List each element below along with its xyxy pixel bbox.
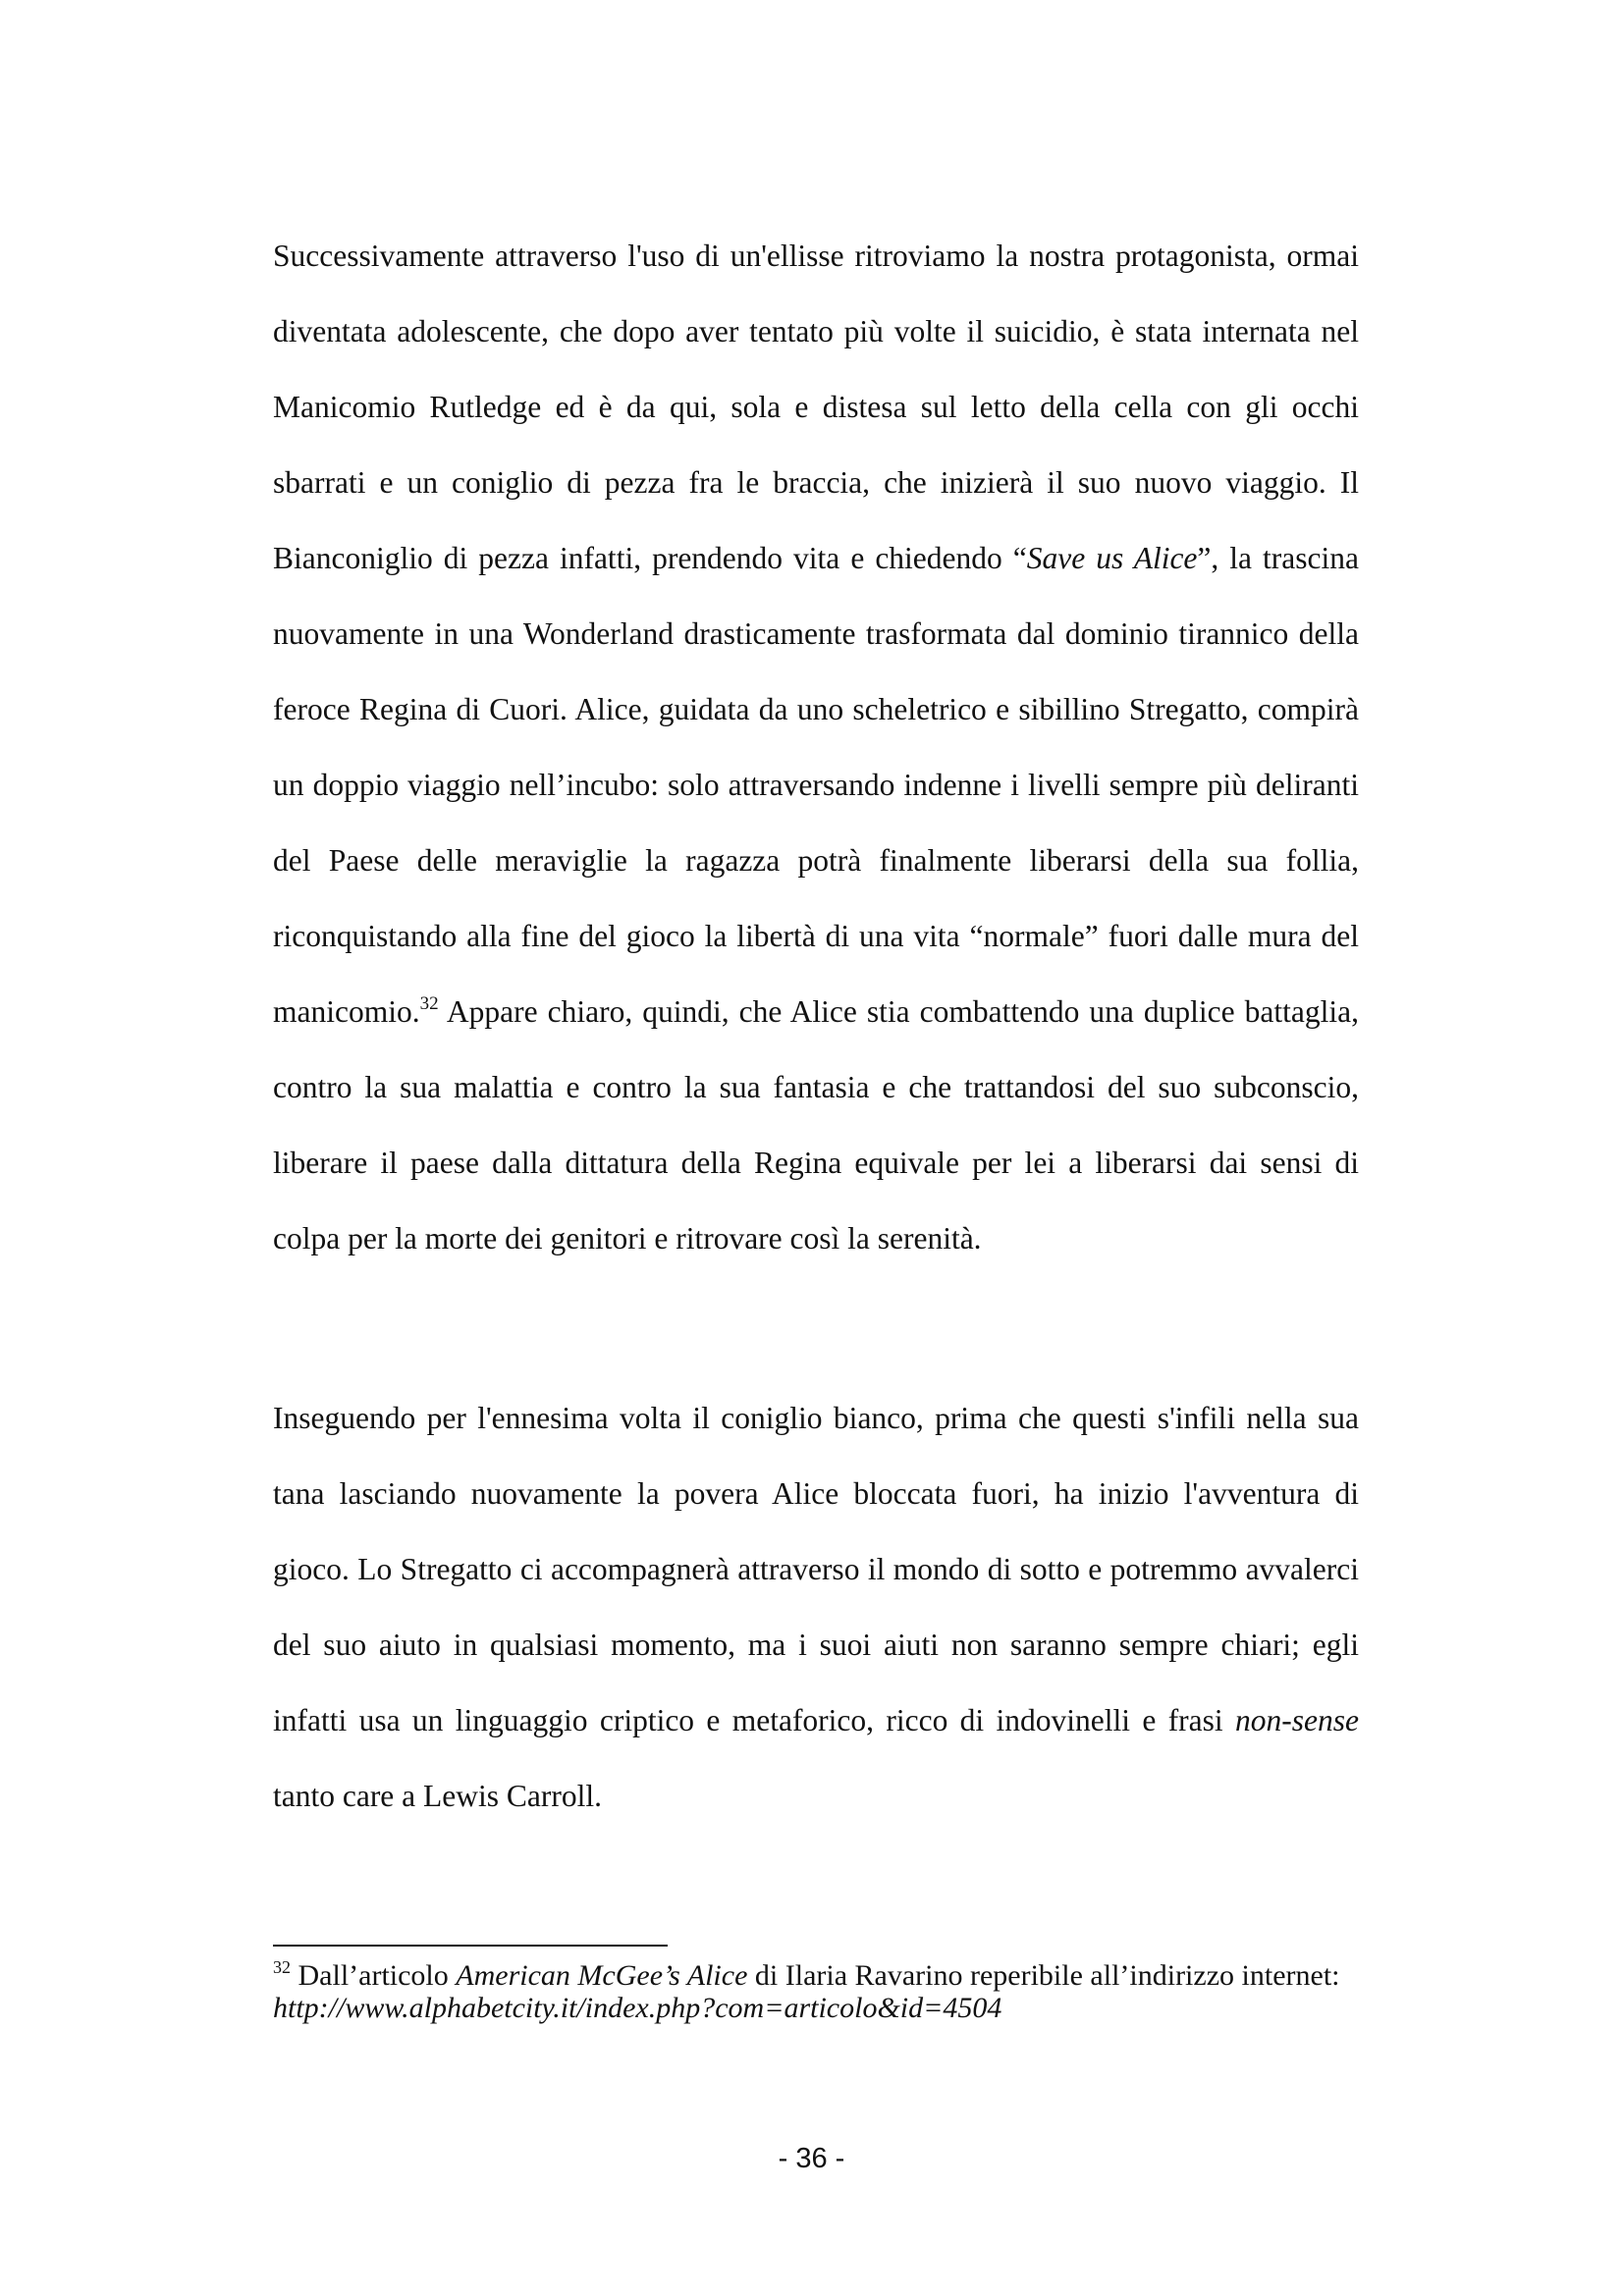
- paragraph-1-italic-phrase: Save us Alice: [1026, 541, 1198, 575]
- paragraph-1-text-c: Appare chiaro, quindi, che Alice stia combattendo una duplice battaglia, contro la sua malattia e contro la sua fantasia e che trattandosi del suo subconscio, liberare il paese dalla dittatura della Regina equivale per lei a liberarsi dai sensi di colpa per la morte dei genitori e ritrovare così la serenità.: [273, 994, 1359, 1255]
- body-paragraph-2: [273, 1380, 1359, 1834]
- body-paragraph-1: [273, 218, 1359, 1276]
- paragraph-1-text-a: Successivamente attraverso l'uso di un'ellisse ritroviamo la nostra protagonista, ormai diventata adolescente, che dopo aver tentato più volte il suicidio, è stata internata nel Manicomio Rutledge ed è da qui, sola e distesa sul letto della cella con gli occhi sbarrati e un coniglio di pezza fra le braccia, che inizierà il suo nuovo viaggio. Il Bianconiglio di pezza infatti, prendendo vita e chiedendo “: [273, 239, 1359, 575]
- footnote-separator-rule: [273, 1945, 668, 1947]
- footnote-reference-32[interactable]: 32: [419, 993, 439, 1014]
- paragraph-2-italic-term: non-sense: [1235, 1703, 1359, 1737]
- footnote-32: [273, 1959, 1359, 2024]
- footnote-text-after: di Ilaria Ravarino reperibile all’indirizzo internet:: [747, 1959, 1340, 1992]
- page-number: - 36 -: [778, 2143, 845, 2174]
- footnote-article-title: American McGee’s Alice: [456, 1959, 748, 1992]
- paragraph-1-text-b: ”, la trascina nuovamente in una Wonderland drasticamente trasformata dal dominio tirannico della feroce Regina di Cuori. Alice, guidata da uno scheletrico e sibillino Stregatto, compirà un doppio viaggio nell’incubo: solo attraversando indenne i livelli sempre più deliranti del Paese delle meraviglie la ragazza potrà finalmente liberarsi della sua follia, riconquistando alla fine del gioco la libertà di una vita “normale” fuori dalle mura del manicomio.: [273, 541, 1359, 1029]
- footnote-url-link[interactable]: http://www.alphabetcity.it/index.php?com=articolo&id=4504: [273, 1992, 1002, 2024]
- paragraph-2-text-b: tanto care a Lewis Carroll.: [273, 1779, 602, 1813]
- paragraph-2-text-a: Inseguendo per l'ennesima volta il coniglio bianco, prima che questi s'infili nella sua tana lasciando nuovamente la povera Alice bloccata fuori, ha inizio l'avventura di gioco. Lo Stregatto ci accompagnerà attraverso il mondo di sotto e potremmo avvalerci del suo aiuto in qualsiasi momento, ma i suoi aiuti non saranno sempre chiari; egli infatti usa un linguaggio criptico e metaforico, ricco di indovinelli e frasi: [273, 1401, 1359, 1737]
- footnote-number: 32: [273, 1957, 291, 1977]
- footnote-text-before: Dall’articolo: [291, 1959, 457, 1992]
